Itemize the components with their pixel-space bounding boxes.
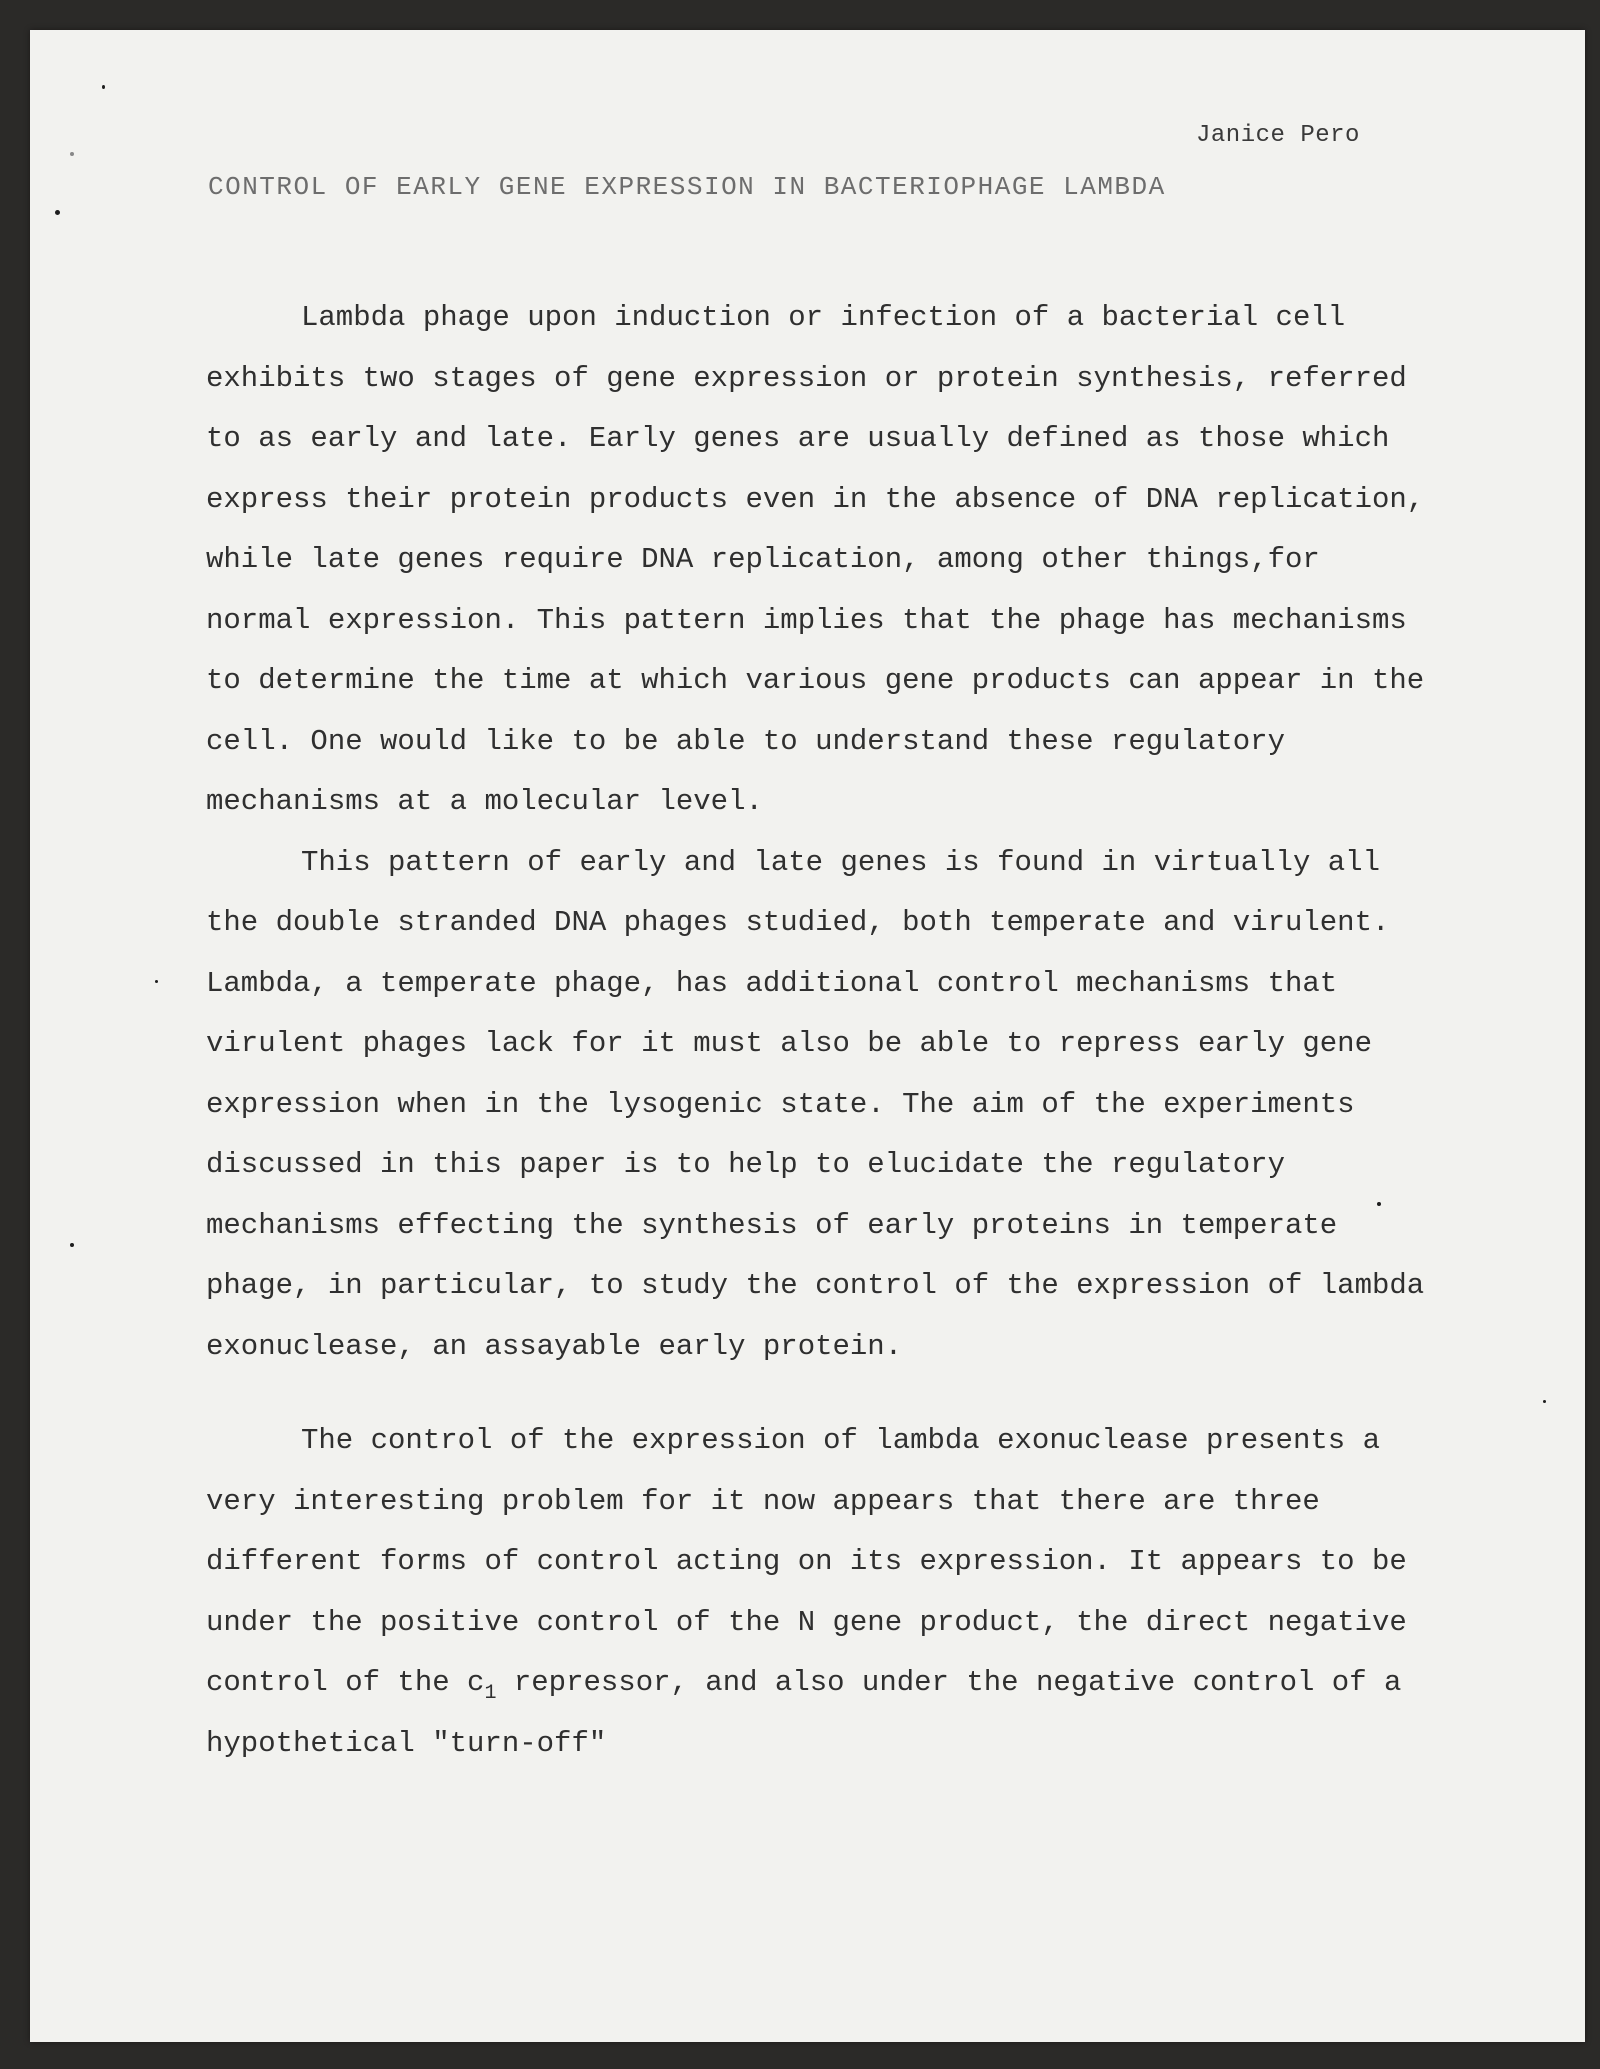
paper-speck xyxy=(55,210,60,215)
paragraph-3-text-end: repressor, and also under the negative control of a hypothetical "turn-off" xyxy=(206,1666,1402,1760)
paper-speck xyxy=(1377,1202,1381,1206)
paragraph-1: Lambda phage upon induction or infection of a bacterial cell exhibits two stages of gene expression or protein synthesis, referred to as early and late. Early genes are usually defined as those which express their protein products even in the absence of DNA replication, while late genes require DNA replication, among other things,for normal expression. This pattern implies that the phage has mechanisms to determine the time at which various gene products can appear in the cell. One would like to be able to understand these regulatory mechanisms at a molecular level. xyxy=(206,301,1425,818)
subscript-1: 1 xyxy=(484,1682,497,1705)
paragraph-3 xyxy=(206,1411,1436,1774)
paper-speck xyxy=(70,1243,74,1247)
paragraph-2: This pattern of early and late genes is found in virtually all the double stranded DNA phages studied, both temperate and virulent. Lambda, a temperate phage, has additional control mechanisms that virulent phages lack for it must also be able to repress early gene expression when in the lysogenic state. The aim of the experiments discussed in this paper is to help to elucidate the regulatory mechanisms effecting the synthesis of early proteins in temperate phage, in particular, to study the control of the expression of lambda exonuclease, an assayable early protein. xyxy=(206,845,1425,1363)
paragraph-3-text-start: The control of the expression of lambda exonuclease presents a very interesting problem for it now appears that there are three different forms of control acting on its expression. It appears to be under the positive control of the N gene product, the direct negative control of the c xyxy=(206,1424,1407,1699)
paper-speck xyxy=(155,980,158,983)
typewritten-page xyxy=(30,30,1585,2042)
paper-speck xyxy=(1543,1400,1546,1403)
paper-speck xyxy=(70,152,74,156)
page-title: CONTROL OF EARLY GENE EXPRESSION IN BACTERIOPHAGE LAMBDA xyxy=(208,172,1166,202)
body-text xyxy=(206,288,1436,1774)
paper-speck xyxy=(102,85,105,89)
author-name: Janice Pero xyxy=(1196,122,1360,149)
